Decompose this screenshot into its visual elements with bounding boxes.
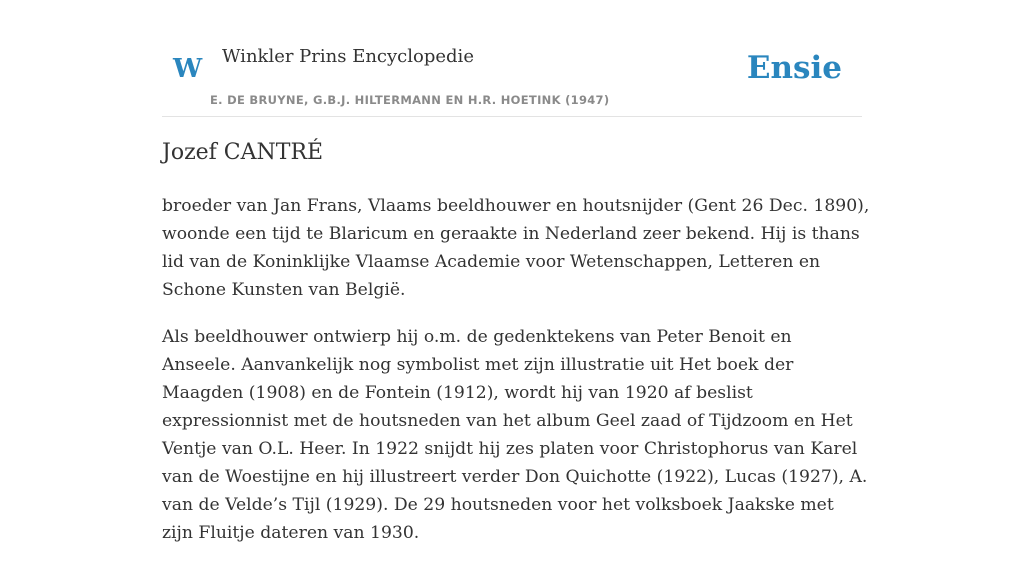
article-body	[162, 192, 870, 566]
winkler-prins-logo[interactable]: W	[173, 54, 203, 84]
article-paragraph: Als beeldhouwer ontwierp hij o.m. de gedenktekens van Peter Benoit en Anseele. Aanvankelijk nog symbolist met zijn illustratie uit Het boek der Maagden (1908) en de Fontein (1912), wordt hij van 1920 af beslist expressionnist met de houtsneden van het album Geel zaad of Tijdzoom en Het Ventje van O.L. Heer. In 1922 snijdt hij zes platen voor Christophorus van Karel van de Woestijne en hij illustreert verder Don Quichotte (1922), Lucas (1927), A. van de Velde’s Tijl (1929). De 29 houtsneden voor het volksboek Jaakske met zijn Fluitje dateren van 1930.	[162, 327, 868, 543]
article-paragraph: broeder van Jan Frans, Vlaams beeldhouwer en houtsnijder (Gent 26 Dec. 1890), woonde een tijd te Blaricum en geraakte in Nederland zeer bekend. Hij is thans lid van de Koninklijke Vlaamse Academie voor Wetenschappen, Letteren en Schone Kunsten van België.	[162, 196, 870, 300]
site-title[interactable]: Winkler Prins Encyclopedie	[222, 46, 474, 67]
site-header	[162, 0, 862, 117]
ensie-brand-link[interactable]: Ensie	[746, 50, 842, 86]
article-headword: Jozef CANTRÉ	[162, 140, 324, 165]
encyclopedia-authors: E. DE BRUYNE, G.B.J. HILTERMANN EN H.R. HOETINK (1947)	[210, 93, 610, 107]
